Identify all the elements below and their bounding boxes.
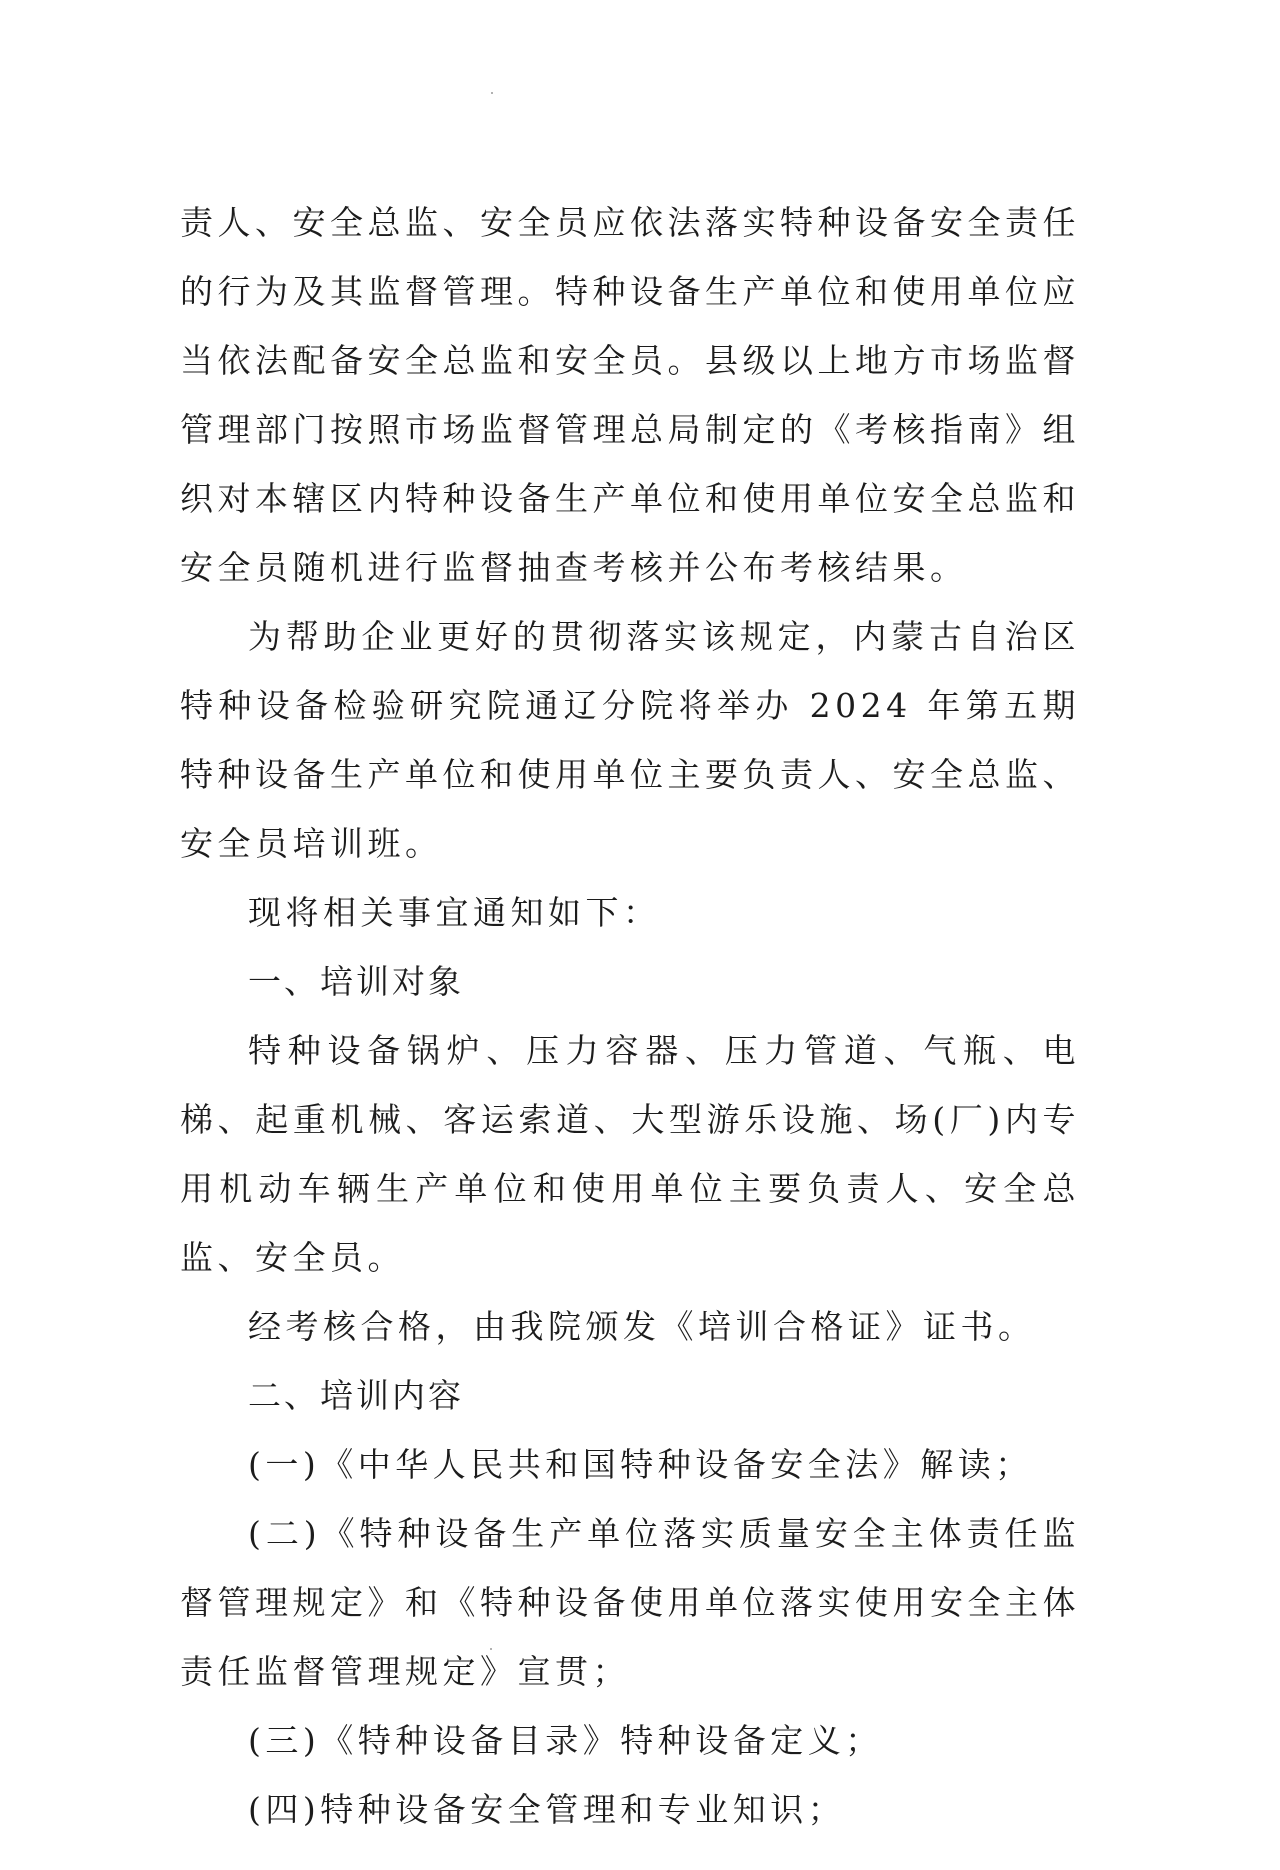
list-item: (三)《特种设备目录》特种设备定义；: [248, 1721, 883, 1760]
list-item: (四)特种设备安全管理和专业知识；: [248, 1790, 846, 1829]
paragraph-training-announcement: 为帮助企业更好的贯彻落实该规定，内蒙古自治区特种设备检验研究院通辽分院将举办 2024 年第五期特种设备生产单位和使用单位主要负责人、安全总监、安全员培训班。: [180, 617, 1080, 863]
paragraph-certificate-note: 经考核合格，由我院颁发《培训合格证》证书。: [248, 1307, 1036, 1346]
document-body: [180, 188, 1080, 1844]
section-heading-training-target: 一、培训对象: [248, 962, 464, 1001]
scan-speck: [491, 92, 493, 94]
list-item: (一)《中华人民共和国特种设备安全法》解读；: [248, 1445, 1033, 1484]
list-item: (二)《特种设备生产单位落实质量安全主体责任监督管理规定》和《特种设备使用单位落实使用安全主体责任监督管理规定》宣贯；: [180, 1514, 1080, 1691]
paragraph-responsibility: 责人、安全总监、安全员应依法落实特种设备安全责任的行为及其监督管理。特种设备生产单位和使用单位应当依法配备安全总监和安全员。县级以上地方市场监督管理部门按照市场监督管理总局制定的《考核指南》组织对本辖区内特种设备生产单位和使用单位安全总监和安全员随机进行监督抽查考核并公布考核结果。: [180, 203, 1080, 587]
section-heading-training-content: 二、培训内容: [248, 1376, 464, 1415]
paragraph-notice-intro: 现将相关事宜通知如下：: [248, 893, 661, 932]
paragraph-training-target: 特种设备锅炉、压力容器、压力管道、气瓶、电梯、起重机械、客运索道、大型游乐设施、场(厂)内专用机动车辆生产单位和使用单位主要负责人、安全总监、安全员。: [180, 1031, 1080, 1277]
